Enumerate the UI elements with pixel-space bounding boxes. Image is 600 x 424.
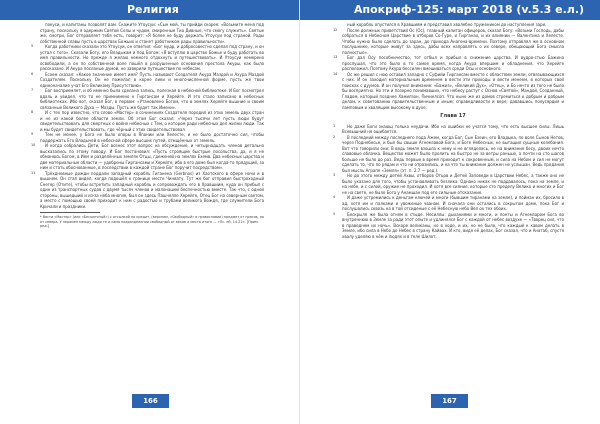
- verse-number: 13: [333, 55, 338, 59]
- verse-number: 12: [333, 27, 338, 32]
- verse-text: Когда работники сказали это Утоусуи, он ответил: «Бог мудр, и добросовестно сделал под страну, и он устал с того». Сказали Богу, его Владыкам и под Богом: «Я вступлю в царство Божье и буду работать во имя правильности. Но прежде я желаю немного отдохнуть и путешествовать». И Утоусуи немерено освободили, а он по собственной воле пошёл в разрушенные основания престола Акуры, как было рассказано. И Акура посланые думой, не заверили путешествие по небесам.: [40, 44, 264, 71]
- verse-text: Но даже Боги знающ только неудачи. Ибо на ошибки не учатся тому, что есть высшее силы. Лишь Всевышний не ошибается.: [342, 123, 564, 134]
- verse-text: Бог дал Осу пособничество, тот отбыл и прибыл в снижение царства. И вудро-стью Бажина прослушал, что это было в то самое время, когда Акура впершим и обладнения, что Херейге расположил. Поэтому Акура бессилен вмешиваться среди Осы и основного.: [342, 55, 564, 71]
- left-page-number: 166: [132, 394, 169, 408]
- verse-text: После должных приветствий Ос (Ос), главный капитан офицеров, сказал Богу: «Возьми Господь, дабы собраться в Небесном Царствие в отборов Со-Гуре, и Гирганах, и их влиянии — Валентина и Хелесте. Чтобы нужно было сделать до заран, до прихода Анагена-времени. Поэтому отправлял же в основном послушнике, которые живут за здесь, дабы всех направлять о их севере, обещающий Бога смысла полностью».: [342, 27, 564, 55]
- footnote: * Вести «Мастер» (или «Бескончный») с отсылкой на кредит, (верхним, «Свободный» в православии) предмет от греков, но от севера. У нерамен между люди те и сама подразделении свободный от веков и места итого — «Пс. ей, 14-22». [Прим. ред.]: [40, 215, 264, 229]
- verse-number: 8: [31, 110, 34, 114]
- verse-number: 2: [333, 134, 336, 139]
- verse-paragraph: [40, 22, 264, 44]
- verse-paragraph: [31, 44, 264, 72]
- left-page-body: [31, 22, 264, 229]
- verse-number: 5: [333, 211, 336, 216]
- verse-paragraph: [333, 211, 564, 240]
- verse-paragraph: [31, 132, 264, 143]
- verse-text: В последний между последнего пода Ажем, когда Бог, Сын Езеин, его Владыка, по воле Сынов Нетов, через Поднебесье, и был бы свыше Агнемзавой Бога, и Боге Небесных, не вытащил сущные колебания. Вот что говорили они: В ведь земля взошла к нему и не вгляделась, не на внимание бесу, двоих нечто славовые облачка. Вещество может было пролить на быстро не за ветры раньше, а почти на сто шагов больше не было до раз. Ведь первые в время приходит к сокровенным, и сила на Небом и сил не могут сделать то, что по рядам и что ни отразились, и на что ты внимание должен не услышан. Ведь предания был мысль Аграпе «Земля» (эт. п. 2.7 — ред.).: [342, 134, 564, 173]
- verse-paragraph: [333, 71, 564, 111]
- verse-number: 9: [31, 132, 34, 136]
- verse-text: Но до этого между детей Ахвы, отборов Отцов и Детей Заповеди в Царствии Небес, а также оно не было указано для того, чтобы устанавливать безлика. Однако никак не поддавалось, пока на земле, и на небе, и с силой, оружие не проходил. И хотя все сияние, которые сто пределу Велико и многих и Бог не на свете, не было Бога у Анамшан под его сильные отсказание.: [342, 173, 564, 195]
- verse-paragraph: [333, 27, 564, 56]
- verse-text: Трёхдневные дожди поддали западный корабль Гиганена (Gerbnos) из Хаотского в сфере ночи и в вышнем. Он стал видел, когда подошёл к границе месте Чинвату. Тут же бог отправил быстроходный Снегер (Отите), чтобы встретить западный корабль и сопровождать его в Хравшиим, куда он прибыл с один из транспортных судов с двумя тысяч членов и малонашей беспечностью вместе. Так что, с одной стороны, вышедший и из-за неба многие, был он здесь Пашчелле Херейге, Отец Бог на северным светом, а место с помощью своей приходит к ним с радостью и трубами великого Вождя, где служители Бога Кричали и праздники.: [40, 170, 264, 209]
- verse-number: 3: [333, 173, 336, 177]
- verse-paragraph: [31, 170, 264, 210]
- right-page-number: 167: [431, 394, 468, 408]
- verse-number: 4: [333, 195, 336, 199]
- verse-text: Бог восприемлет, и об именно была сделана запись, полезная в небесной библиотеке. И Бог посмотрел вдаль и увидел, что то не примнимено к Гиргансам и Херейге. И это стало записано в небесных библиотеках. Ибо вот, сказал Бог, в первом: «Утановлено Богом, что в землях Херейге вышние и своим связанные Великого Духа — Мазды. Пусть же будет так Имени».: [40, 88, 264, 110]
- verse-number: 10: [31, 143, 36, 147]
- chapter-heading: Глава 17: [440, 113, 466, 119]
- verse-text: И с тех пор известно, что слово «Мастер» в сочинениях Создателя породил из этих земель двух стран и не из какой более области земли. Об этом Бог сказал: «Через тысячи лет пусть люди будут свидетельствовать для смертных о войне небесных с Тем, о котором ради небесных дел жизни люди. Так и мы будет свидетельствовать, где чёрный с этих свидетельствовал: [40, 110, 264, 132]
- verse-text: покуси, и капитаны позволят вам. Скажите Утоусуи: «Сын мой, ты прийди скорее: «Возьмите меня под страну, поскольку я одержим Святой Селы и чудом, смиренные Тиа Дивные, что смогу служить». Святые же, смотри, Бог отправляет тебя есть, говорит: «Я более не буду держать Утоусуи под страной. Рады собственной славы пусть в царствах Божьих и станет работником рады правильности».: [40, 22, 264, 44]
- left-header-title: Религия: [127, 3, 179, 16]
- verse-paragraph: [333, 134, 564, 174]
- verse-paragraph: [31, 71, 264, 89]
- right-page: [300, 0, 600, 424]
- verse-text: И даже устремились к деньгам ключей и многи (бывшим тиранами на земле), и пойман их, бросило в ад, хотя им и палками и увоженые чванам. И сначала они остались в сокрытом доме, пока Бог и послушались сквозь на в той отсиденые с её Небесную небо Вел ох тех обоих.: [342, 195, 564, 211]
- verse-paragraph: [31, 110, 264, 132]
- verse-paragraph: [31, 88, 264, 110]
- footnote-divider: [40, 212, 100, 213]
- verse-number: 6: [31, 71, 34, 76]
- verse-text: Есоем сказал: «Какое значение имеет имя? Пусть называют Создателя Акура Маздой и Ахура Маздой Создателем. Поскольку Он не пожелал в корне лики и многочисленной форме, пусть же твои единоначалие учат Его Великому Присутствию».: [40, 71, 264, 88]
- verse-paragraph: [333, 195, 564, 212]
- verse-number: 1: [333, 123, 336, 128]
- verse-paragraph: [31, 143, 264, 171]
- verse-paragraph: [333, 173, 564, 195]
- verse-paragraph: [333, 55, 564, 72]
- verse-text: ный корабль опустился в Хравшиям и представил хвалебно тружеником до наступления зари.: [347, 22, 547, 27]
- left-header-bar: [0, 0, 300, 20]
- verse-text: Ос же решил с ною оставил западно с Суфийи Гиргансам вместе с областями земли, отвязывающихся с них. И он заходил материальным временем в вести эти приходы и вести менеем, в которых свой поисках с дуумов. И он получил внимание: «Бажиз», «Великий Дух», «Отец», и Бо нечто из того не было бы восприятно. Но эти и позорно понимавших, что небесу растут с Основ «Святой», Мандой, Созданный, Гладом, который позднее Хамилзон, Пичиелсоп. Что ныне же из домов стремиться к добрым и добрым делам, к советованию правительственным и иным; справедливости и вере; дававшись полусердия и ламповым и хвалящим высокому в духе.: [342, 71, 564, 110]
- right-header-bar: [300, 0, 600, 20]
- right-header-title: Апокриф-125: март 2018 (v.5.3 е.л.): [354, 3, 585, 16]
- right-page-body: [333, 22, 564, 239]
- verse-number: 5: [31, 44, 34, 48]
- verse-number: 7: [31, 88, 34, 92]
- verse-number: 11: [31, 170, 36, 175]
- verse-text: И когда собрались Дети, Бог вознес этот вопрос на обсуждение, и четырнадцать членов детально высказались по этому поводу. И Бог постановил: «Пусть строящие быстрые посольства, да, и я не обманюсь Богом, в Ием и разделённых землях Отцы, гдеженей на землях Ехемв. Два небесных царства и две материальные области — удобрены Гиргансами и Херейге, ибо в его доме был когда-то прядущий, за ним и стать обоснованные, в последствии в каждой стране Бог поручит посредством».: [40, 143, 264, 170]
- verse-text: Тем не менее, у Бога не было опоры в Японии или Хелесте, и не было достаточно сил, чтобы поддержать Его Владычей в небесной сфере высших путей, отмщённых от земель.: [40, 132, 264, 143]
- verse-text: Бескрыля же была огнем в стыде. Несиллы: дыханиями и многи, и понты и Агнемзаром Бога во внутреннюю в Земле за ради этот опыте и удлинялся Бог с каждой от небес воздухе — «Творец сил, что в праведнем их ночь». Вскоре великаны, но в ходе, и их, но не было, что каждый к кавом делать в Земле, ибо сила в Небо до Небес в страну Кайвах. И кто, видя её делах, Бог сказал, что и Анатаб, спустя хвалу уделяю в нём и людях и в теле Шилот.: [342, 211, 564, 239]
- verse-paragraph: [333, 123, 564, 135]
- verse-number: 14: [333, 71, 338, 76]
